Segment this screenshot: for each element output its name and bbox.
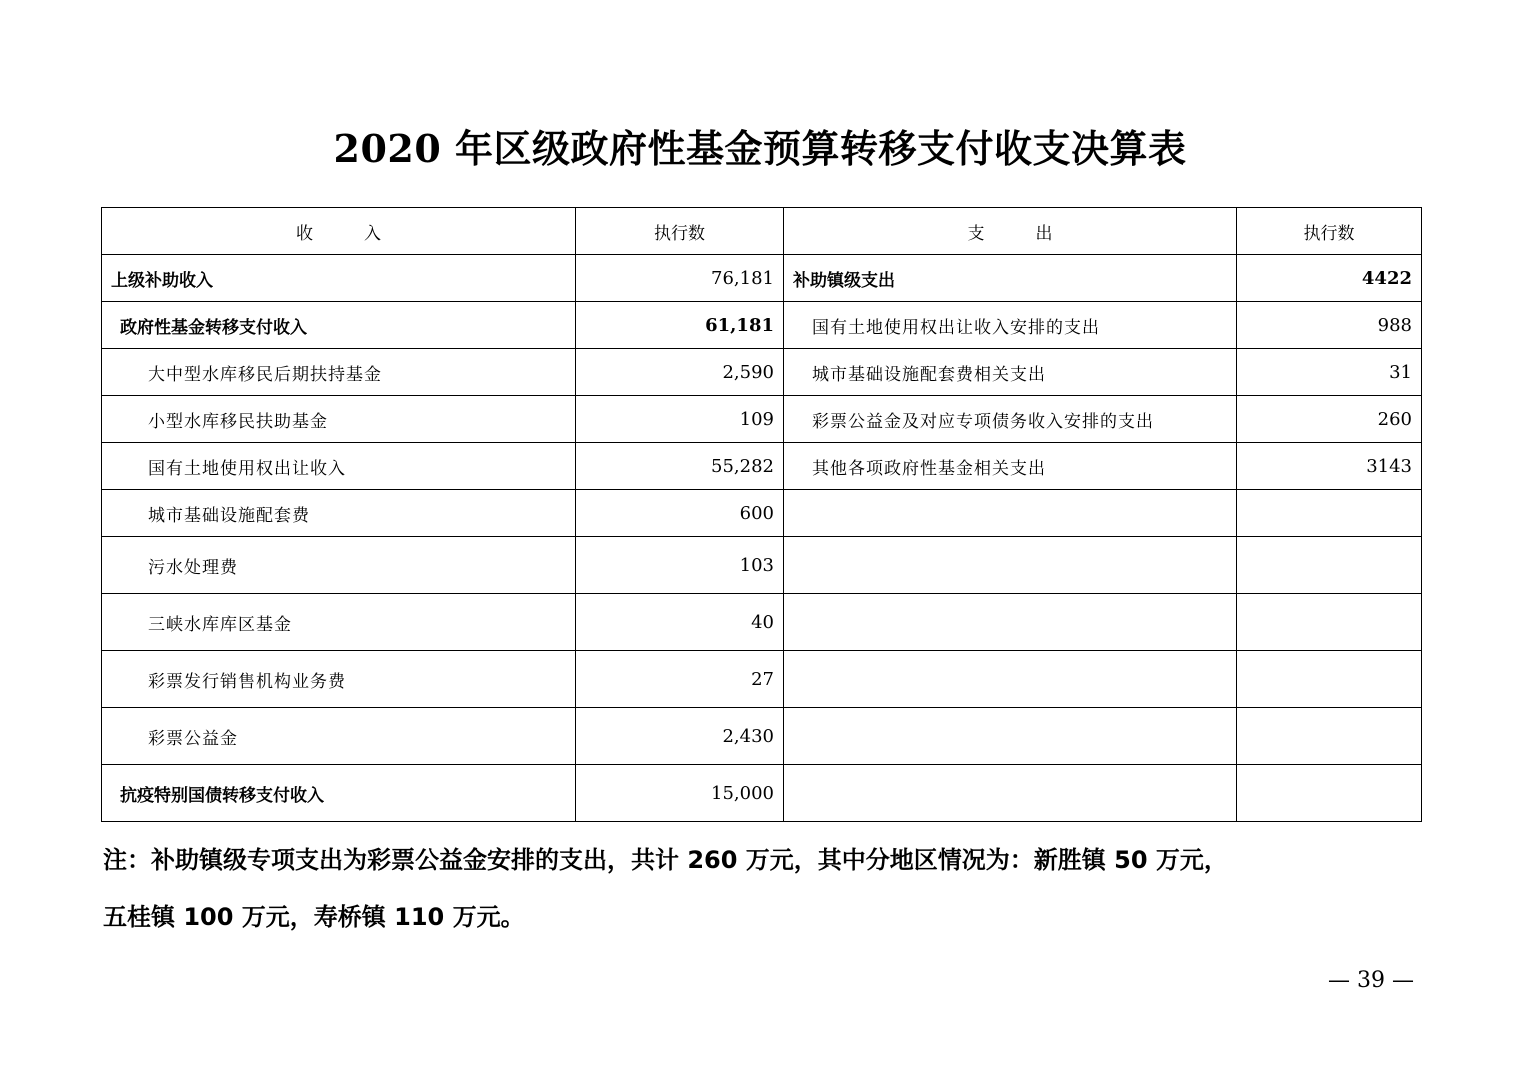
income-amount: 2,430 bbox=[576, 708, 784, 765]
expenditure-item: 城市基础设施配套费相关支出 bbox=[784, 349, 1237, 396]
income-item: 彩票发行销售机构业务费 bbox=[102, 651, 576, 708]
income-item: 城市基础设施配套费 bbox=[102, 490, 576, 537]
table-row bbox=[102, 255, 1422, 302]
expenditure-amount: 4422 bbox=[1237, 255, 1422, 302]
table-row bbox=[102, 651, 1422, 708]
income-amount: 61,181 bbox=[576, 302, 784, 349]
header-expenditure: 支 出 bbox=[784, 208, 1237, 255]
expenditure-item bbox=[784, 490, 1237, 537]
income-amount: 27 bbox=[576, 651, 784, 708]
income-amount: 76,181 bbox=[576, 255, 784, 302]
income-item: 抗疫特别国债转移支付收入 bbox=[102, 765, 576, 822]
table-row bbox=[102, 594, 1422, 651]
table-header-row bbox=[102, 208, 1422, 255]
expenditure-amount bbox=[1237, 537, 1422, 594]
footnote-line-2: 五桂镇 100 万元，寿桥镇 110 万元。 bbox=[103, 903, 525, 931]
table-row bbox=[102, 443, 1422, 490]
expenditure-item bbox=[784, 765, 1237, 822]
page-number: — 39 — bbox=[1328, 968, 1414, 993]
expenditure-item: 补助镇级支出 bbox=[784, 255, 1237, 302]
expenditure-amount: 3143 bbox=[1237, 443, 1422, 490]
income-amount: 40 bbox=[576, 594, 784, 651]
income-item: 污水处理费 bbox=[102, 537, 576, 594]
expenditure-item bbox=[784, 651, 1237, 708]
budget-table bbox=[101, 207, 1422, 822]
table-row bbox=[102, 349, 1422, 396]
header-income: 收 入 bbox=[102, 208, 576, 255]
income-item: 三峡水库库区基金 bbox=[102, 594, 576, 651]
expenditure-amount bbox=[1237, 765, 1422, 822]
income-item: 上级补助收入 bbox=[102, 255, 576, 302]
income-amount: 2,590 bbox=[576, 349, 784, 396]
table-footnote bbox=[103, 832, 1433, 946]
income-amount: 600 bbox=[576, 490, 784, 537]
footnote-line-1: 注：补助镇级专项支出为彩票公益金安排的支出，共计 260 万元，其中分地区情况为：新胜镇 50 万元， bbox=[103, 846, 1228, 874]
expenditure-item bbox=[784, 594, 1237, 651]
table-row bbox=[102, 302, 1422, 349]
table-row bbox=[102, 537, 1422, 594]
expenditure-amount: 31 bbox=[1237, 349, 1422, 396]
income-amount: 55,282 bbox=[576, 443, 784, 490]
expenditure-amount: 988 bbox=[1237, 302, 1422, 349]
header-income-amount: 执行数 bbox=[576, 208, 784, 255]
table-row bbox=[102, 490, 1422, 537]
income-item: 小型水库移民扶助基金 bbox=[102, 396, 576, 443]
income-amount: 15,000 bbox=[576, 765, 784, 822]
page-title: 2020 年区级政府性基金预算转移支付收支决算表 bbox=[333, 126, 1187, 171]
expenditure-amount bbox=[1237, 594, 1422, 651]
expenditure-amount bbox=[1237, 490, 1422, 537]
table-row bbox=[102, 396, 1422, 443]
income-amount: 103 bbox=[576, 537, 784, 594]
income-amount: 109 bbox=[576, 396, 784, 443]
expenditure-item bbox=[784, 537, 1237, 594]
income-item: 国有土地使用权出让收入 bbox=[102, 443, 576, 490]
expenditure-item bbox=[784, 708, 1237, 765]
expenditure-amount bbox=[1237, 651, 1422, 708]
table-row bbox=[102, 765, 1422, 822]
income-item: 彩票公益金 bbox=[102, 708, 576, 765]
table-row bbox=[102, 708, 1422, 765]
income-item: 政府性基金转移支付收入 bbox=[102, 302, 576, 349]
expenditure-amount: 260 bbox=[1237, 396, 1422, 443]
expenditure-amount bbox=[1237, 708, 1422, 765]
expenditure-item: 彩票公益金及对应专项债务收入安排的支出 bbox=[784, 396, 1237, 443]
expenditure-item: 国有土地使用权出让收入安排的支出 bbox=[784, 302, 1237, 349]
header-expenditure-amount: 执行数 bbox=[1237, 208, 1422, 255]
expenditure-item: 其他各项政府性基金相关支出 bbox=[784, 443, 1237, 490]
income-item: 大中型水库移民后期扶持基金 bbox=[102, 349, 576, 396]
